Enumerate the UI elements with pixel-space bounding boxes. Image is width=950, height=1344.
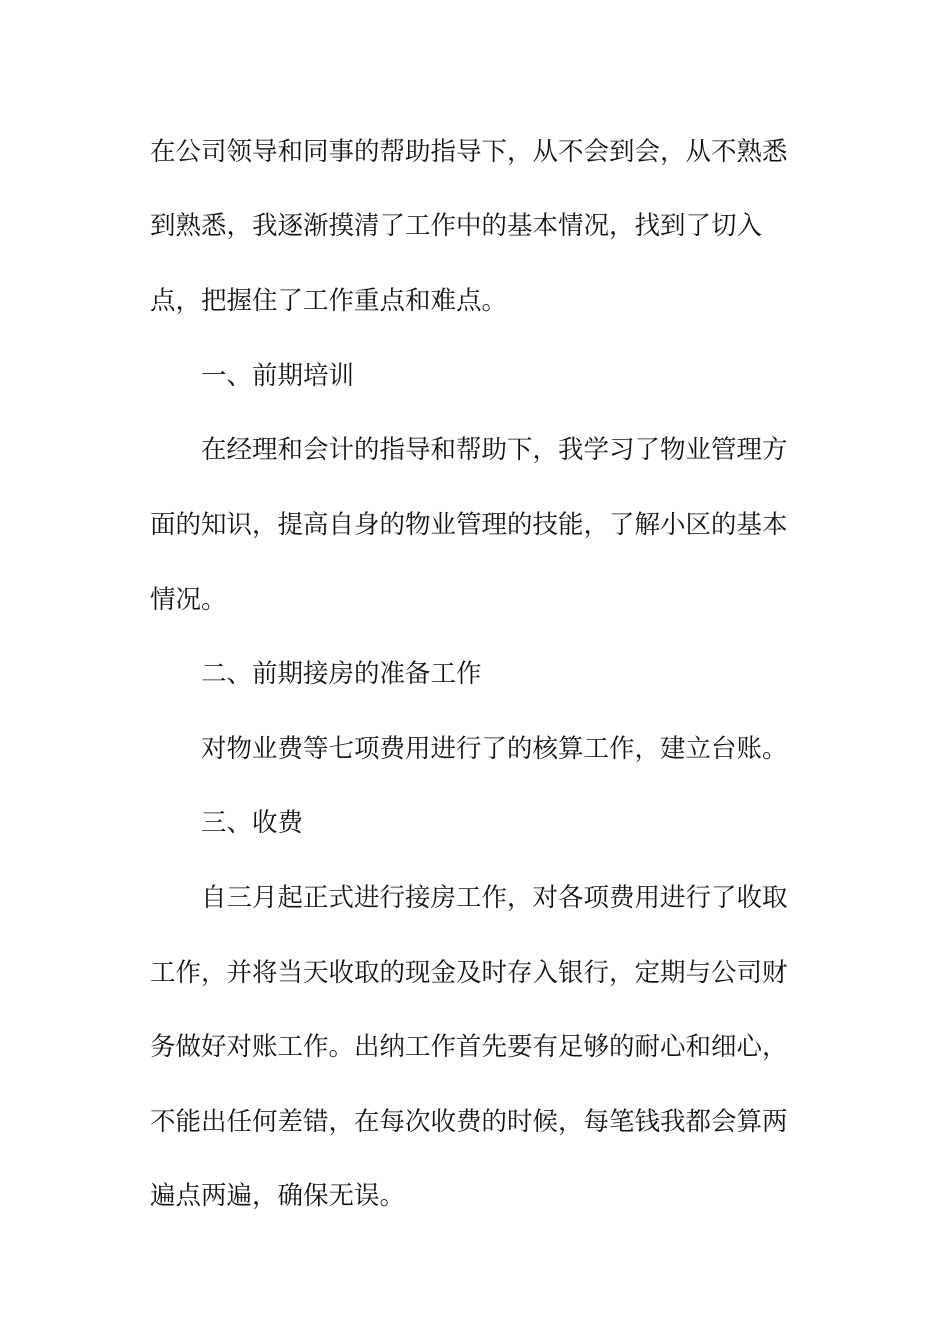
paragraph-line: 对物业费等七项费用进行了的核算工作，建立台账。 — [201, 734, 788, 764]
paragraph-line: 到熟悉，我逐渐摸清了工作中的基本情况，找到了切入 — [150, 211, 763, 241]
paragraph-line: 工作，并将当天收取的现金及时存入银行，定期与公司财 — [150, 958, 788, 988]
section-heading: 一、前期培训 — [201, 361, 355, 391]
paragraph-line: 情况。 — [150, 585, 227, 615]
paragraph-line: 点，把握住了工作重点和难点。 — [150, 286, 508, 316]
paragraph-line: 在公司领导和同事的帮助指导下，从不会到会，从不熟悉 — [150, 137, 788, 167]
section-heading: 三、收费 — [201, 808, 304, 838]
paragraph-line: 不能出任何差错，在每次收费的时候，每笔钱我都会算两 — [150, 1107, 788, 1137]
paragraph-line: 面的知识，提高自身的物业管理的技能，了解小区的基本 — [150, 510, 788, 540]
paragraph-line: 遍点两遍，确保无误。 — [150, 1181, 406, 1211]
paragraph-line: 在经理和会计的指导和帮助下，我学习了物业管理方 — [201, 435, 788, 465]
section-heading: 二、前期接房的准备工作 — [201, 659, 482, 689]
paragraph-line: 务做好对账工作。出纳工作首先要有足够的耐心和细心， — [150, 1032, 788, 1062]
paragraph-line: 自三月起正式进行接房工作，对各项费用进行了收取 — [201, 883, 788, 913]
